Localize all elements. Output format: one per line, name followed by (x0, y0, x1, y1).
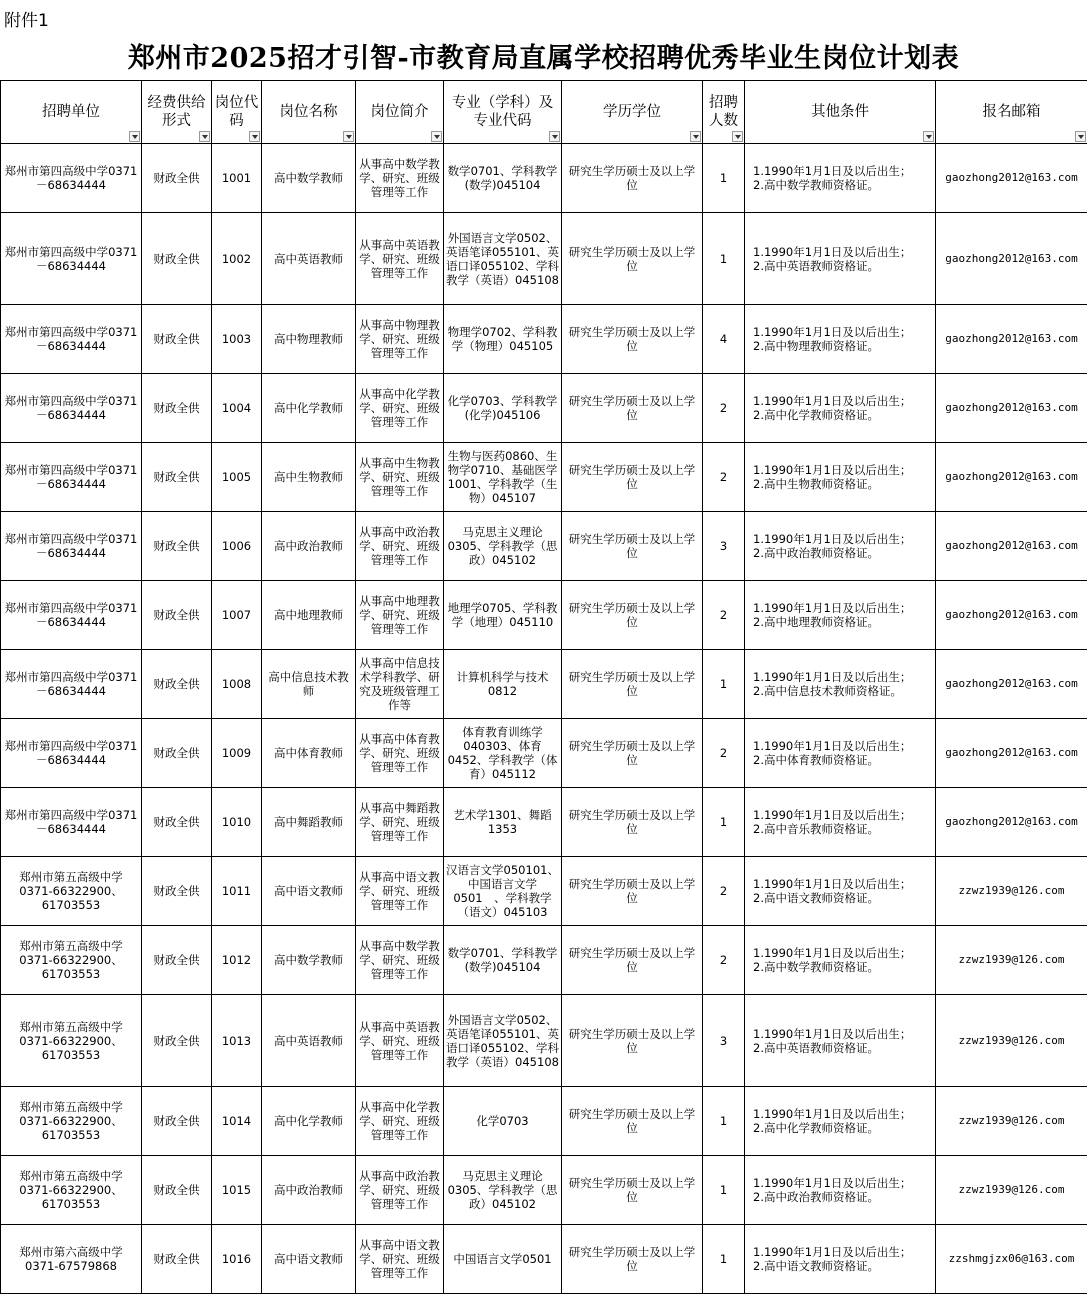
cell-degree: 研究生学历硕士及以上学位 (562, 650, 703, 719)
cell-count: 3 (703, 512, 745, 581)
cell-unit: 郑州市第五高级中学0371-66322900、61703553 (1, 995, 142, 1087)
cell-funding: 财政全供 (142, 374, 212, 443)
cell-position-name: 高中语文教师 (262, 1225, 356, 1294)
cell-funding: 财政全供 (142, 1087, 212, 1156)
header-major-label: 专业（学科）及专业代码 (452, 95, 554, 129)
condition-line-2: 2.高中政治教师资格证。 (753, 1190, 933, 1204)
condition-line-1: 1.1990年1月1日及以后出生； (753, 601, 933, 615)
condition-line-1: 1.1990年1月1日及以后出生； (753, 325, 933, 339)
cell-count: 1 (703, 1087, 745, 1156)
condition-line-2: 2.高中化学教师资格证。 (753, 1121, 933, 1135)
condition-line-2: 2.高中物理教师资格证。 (753, 339, 933, 353)
cell-email[interactable]: zzwz1939@126.com (936, 1156, 1087, 1225)
cell-unit: 郑州市第五高级中学0371-66322900、61703553 (1, 857, 142, 926)
cell-count: 2 (703, 719, 745, 788)
cell-position-name: 高中政治教师 (262, 1156, 356, 1225)
condition-line-1: 1.1990年1月1日及以后出生； (753, 1176, 933, 1190)
cell-email[interactable]: gaozhong2012@163.com (936, 443, 1087, 512)
cell-intro: 从事高中化学教学、研究、班级管理等工作 (356, 374, 444, 443)
cell-email[interactable]: gaozhong2012@163.com (936, 144, 1087, 213)
cell-conditions (745, 719, 936, 788)
cell-count: 1 (703, 1225, 745, 1294)
cell-email[interactable]: gaozhong2012@163.com (936, 305, 1087, 374)
cell-intro: 从事高中体育教学、研究、班级管理等工作 (356, 719, 444, 788)
cell-code: 1013 (212, 995, 262, 1087)
cell-position-name: 高中英语教师 (262, 213, 356, 305)
cell-intro: 从事高中语文教学、研究、班级管理等工作 (356, 857, 444, 926)
cell-intro: 从事高中数学教学、研究、班级管理等工作 (356, 144, 444, 213)
cell-code: 1010 (212, 788, 262, 857)
cell-funding: 财政全供 (142, 995, 212, 1087)
cell-email[interactable]: gaozhong2012@163.com (936, 374, 1087, 443)
condition-line-2: 2.高中生物教师资格证。 (753, 477, 933, 491)
condition-line-1: 1.1990年1月1日及以后出生； (753, 1027, 933, 1041)
cell-degree: 研究生学历硕士及以上学位 (562, 1087, 703, 1156)
cell-conditions (745, 213, 936, 305)
cell-email[interactable]: gaozhong2012@163.com (936, 512, 1087, 581)
header-degree (562, 81, 703, 144)
cell-conditions (745, 144, 936, 213)
table-row (1, 1225, 1087, 1294)
condition-line-2: 2.高中地理教师资格证。 (753, 615, 933, 629)
cell-conditions (745, 995, 936, 1087)
cell-code: 1011 (212, 857, 262, 926)
condition-line-2: 2.高中英语教师资格证。 (753, 1041, 933, 1055)
cell-degree: 研究生学历硕士及以上学位 (562, 995, 703, 1087)
cell-email[interactable]: gaozhong2012@163.com (936, 581, 1087, 650)
condition-line-2: 2.高中音乐教师资格证。 (753, 822, 933, 836)
cell-code: 1009 (212, 719, 262, 788)
cell-degree: 研究生学历硕士及以上学位 (562, 788, 703, 857)
cell-funding: 财政全供 (142, 857, 212, 926)
cell-funding: 财政全供 (142, 305, 212, 374)
header-row (1, 81, 1087, 144)
condition-line-1: 1.1990年1月1日及以后出生； (753, 670, 933, 684)
header-name-label: 岗位名称 (280, 104, 338, 120)
cell-unit: 郑州市第四高级中学0371－68634444 (1, 719, 142, 788)
cell-unit: 郑州市第六高级中学0371-67579868 (1, 1225, 142, 1294)
cell-major: 生物与医药0860、生物学0710、基础医学1001、学科教学（生物）045107 (444, 443, 562, 512)
cell-unit: 郑州市第四高级中学0371－68634444 (1, 213, 142, 305)
table-row (1, 719, 1087, 788)
cell-count: 2 (703, 857, 745, 926)
cell-count: 4 (703, 305, 745, 374)
cell-conditions (745, 581, 936, 650)
cell-major: 马克思主义理论0305、学科教学（思政）045102 (444, 512, 562, 581)
condition-line-2: 2.高中政治教师资格证。 (753, 546, 933, 560)
filter-dropdown-icon[interactable] (199, 131, 210, 142)
header-major (444, 81, 562, 144)
cell-email[interactable]: zzwz1939@126.com (936, 995, 1087, 1087)
cell-degree: 研究生学历硕士及以上学位 (562, 857, 703, 926)
cell-unit: 郑州市第四高级中学0371－68634444 (1, 788, 142, 857)
cell-code: 1007 (212, 581, 262, 650)
cell-intro: 从事高中政治教学、研究、班级管理等工作 (356, 512, 444, 581)
cell-funding: 财政全供 (142, 144, 212, 213)
cell-major: 物理学0702、学科教学（物理）045105 (444, 305, 562, 374)
recruitment-table (0, 80, 1087, 1294)
cell-funding: 财政全供 (142, 512, 212, 581)
cell-intro: 从事高中地理教学、研究、班级管理等工作 (356, 581, 444, 650)
cell-major: 化学0703、学科教学(化学)045106 (444, 374, 562, 443)
cell-code: 1004 (212, 374, 262, 443)
cell-degree: 研究生学历硕士及以上学位 (562, 926, 703, 995)
cell-email[interactable]: zzshmgjzx06@163.com (936, 1225, 1087, 1294)
cell-conditions (745, 443, 936, 512)
header-intro-label: 岗位简介 (371, 104, 429, 120)
table-row (1, 995, 1087, 1087)
filter-dropdown-icon[interactable] (343, 131, 354, 142)
condition-line-1: 1.1990年1月1日及以后出生； (753, 394, 933, 408)
cell-code: 1016 (212, 1225, 262, 1294)
condition-line-2: 2.高中英语教师资格证。 (753, 259, 933, 273)
cell-degree: 研究生学历硕士及以上学位 (562, 144, 703, 213)
header-name (262, 81, 356, 144)
cell-major: 外国语言文学0502、英语笔译055101、英语口译055102、学科教学（英语）045108 (444, 213, 562, 305)
table-row (1, 374, 1087, 443)
condition-line-1: 1.1990年1月1日及以后出生； (753, 245, 933, 259)
cell-major: 化学0703 (444, 1087, 562, 1156)
cell-degree: 研究生学历硕士及以上学位 (562, 305, 703, 374)
filter-dropdown-icon[interactable] (129, 131, 140, 142)
cell-conditions (745, 512, 936, 581)
header-unit (1, 81, 142, 144)
table-row (1, 926, 1087, 995)
cell-degree: 研究生学历硕士及以上学位 (562, 1156, 703, 1225)
cell-position-name: 高中物理教师 (262, 305, 356, 374)
table-row (1, 213, 1087, 305)
filter-dropdown-icon[interactable] (249, 131, 260, 142)
condition-line-1: 1.1990年1月1日及以后出生； (753, 1107, 933, 1121)
filter-dropdown-icon[interactable] (690, 131, 701, 142)
cell-funding: 财政全供 (142, 1156, 212, 1225)
header-conditions-label: 其他条件 (811, 104, 869, 120)
cell-code: 1012 (212, 926, 262, 995)
cell-count: 1 (703, 144, 745, 213)
cell-unit: 郑州市第四高级中学0371－68634444 (1, 144, 142, 213)
cell-email[interactable]: gaozhong2012@163.com (936, 719, 1087, 788)
header-email (936, 81, 1087, 144)
cell-major: 数学0701、学科教学(数学)045104 (444, 926, 562, 995)
cell-degree: 研究生学历硕士及以上学位 (562, 719, 703, 788)
cell-unit: 郑州市第四高级中学0371－68634444 (1, 374, 142, 443)
cell-position-name: 高中化学教师 (262, 374, 356, 443)
cell-position-name: 高中体育教师 (262, 719, 356, 788)
cell-count: 2 (703, 374, 745, 443)
cell-major: 计算机科学与技术0812 (444, 650, 562, 719)
cell-intro: 从事高中化学教学、研究、班级管理等工作 (356, 1087, 444, 1156)
cell-major: 中国语言文学0501 (444, 1225, 562, 1294)
table-row (1, 1087, 1087, 1156)
cell-funding: 财政全供 (142, 926, 212, 995)
cell-funding: 财政全供 (142, 719, 212, 788)
header-count (703, 81, 745, 144)
condition-line-1: 1.1990年1月1日及以后出生； (753, 808, 933, 822)
condition-line-1: 1.1990年1月1日及以后出生； (753, 1245, 933, 1259)
cell-conditions (745, 374, 936, 443)
cell-count: 3 (703, 995, 745, 1087)
cell-unit: 郑州市第五高级中学0371-66322900、61703553 (1, 926, 142, 995)
condition-line-1: 1.1990年1月1日及以后出生； (753, 164, 933, 178)
cell-intro: 从事高中语文教学、研究、班级管理等工作 (356, 1225, 444, 1294)
cell-code: 1006 (212, 512, 262, 581)
cell-position-name: 高中化学教师 (262, 1087, 356, 1156)
cell-intro: 从事高中英语教学、研究、班级管理等工作 (356, 213, 444, 305)
cell-email[interactable]: zzwz1939@126.com (936, 857, 1087, 926)
cell-position-name: 高中数学教师 (262, 144, 356, 213)
cell-intro: 从事高中物理教学、研究、班级管理等工作 (356, 305, 444, 374)
cell-conditions (745, 650, 936, 719)
cell-funding: 财政全供 (142, 650, 212, 719)
cell-position-name: 高中英语教师 (262, 995, 356, 1087)
cell-funding: 财政全供 (142, 1225, 212, 1294)
cell-intro: 从事高中信息技术学科教学、研究及班级管理工作等 (356, 650, 444, 719)
cell-intro: 从事高中政治教学、研究、班级管理等工作 (356, 1156, 444, 1225)
cell-position-name: 高中地理教师 (262, 581, 356, 650)
header-code-label: 岗位代码 (215, 95, 259, 129)
cell-major: 地理学0705、学科教学（地理）045110 (444, 581, 562, 650)
header-funding (142, 81, 212, 144)
filter-dropdown-icon[interactable] (431, 131, 442, 142)
table-row (1, 1156, 1087, 1225)
condition-line-1: 1.1990年1月1日及以后出生； (753, 532, 933, 546)
cell-code: 1005 (212, 443, 262, 512)
cell-conditions (745, 1156, 936, 1225)
cell-degree: 研究生学历硕士及以上学位 (562, 1225, 703, 1294)
cell-position-name: 高中数学教师 (262, 926, 356, 995)
header-intro (356, 81, 444, 144)
cell-intro: 从事高中数学教学、研究、班级管理等工作 (356, 926, 444, 995)
condition-line-2: 2.高中信息技术教师资格证。 (753, 684, 933, 698)
header-degree-label: 学历学位 (603, 104, 661, 120)
cell-major: 数学0701、学科教学(数学)045104 (444, 144, 562, 213)
cell-position-name: 高中信息技术教师 (262, 650, 356, 719)
cell-intro: 从事高中生物教学、研究、班级管理等工作 (356, 443, 444, 512)
cell-degree: 研究生学历硕士及以上学位 (562, 443, 703, 512)
filter-dropdown-icon[interactable] (1075, 131, 1086, 142)
cell-degree: 研究生学历硕士及以上学位 (562, 581, 703, 650)
cell-code: 1003 (212, 305, 262, 374)
condition-line-1: 1.1990年1月1日及以后出生； (753, 463, 933, 477)
cell-code: 1015 (212, 1156, 262, 1225)
filter-dropdown-icon[interactable] (923, 131, 934, 142)
cell-code: 1014 (212, 1087, 262, 1156)
cell-email[interactable]: gaozhong2012@163.com (936, 788, 1087, 857)
cell-position-name: 高中语文教师 (262, 857, 356, 926)
cell-major: 汉语言文学050101、中国语言文学0501 、学科教学（语文）045103 (444, 857, 562, 926)
table-row (1, 443, 1087, 512)
filter-dropdown-icon[interactable] (549, 131, 560, 142)
cell-conditions (745, 857, 936, 926)
header-unit-label: 招聘单位 (42, 104, 100, 120)
condition-line-2: 2.高中化学教师资格证。 (753, 408, 933, 422)
condition-line-1: 1.1990年1月1日及以后出生； (753, 739, 933, 753)
cell-count: 1 (703, 1156, 745, 1225)
filter-dropdown-icon[interactable] (732, 131, 743, 142)
condition-line-2: 2.高中数学教师资格证。 (753, 178, 933, 192)
cell-email[interactable]: zzwz1939@126.com (936, 926, 1087, 995)
cell-conditions (745, 788, 936, 857)
cell-intro: 从事高中英语教学、研究、班级管理等工作 (356, 995, 444, 1087)
attachment-label: 附件1 (4, 6, 49, 31)
cell-email[interactable]: gaozhong2012@163.com (936, 213, 1087, 305)
cell-conditions (745, 1087, 936, 1156)
cell-email[interactable]: zzwz1939@126.com (936, 1087, 1087, 1156)
cell-funding: 财政全供 (142, 581, 212, 650)
cell-major: 外国语言文学0502、英语笔译055101、英语口译055102、学科教学（英语）045108 (444, 995, 562, 1087)
table-row (1, 857, 1087, 926)
page-title: 郑州市2025招才引智-市教育局直属学校招聘优秀毕业生岗位计划表 (0, 36, 1087, 75)
cell-major: 艺术学1301、舞蹈1353 (444, 788, 562, 857)
cell-position-name: 高中生物教师 (262, 443, 356, 512)
table-row (1, 144, 1087, 213)
table-row (1, 788, 1087, 857)
cell-count: 1 (703, 788, 745, 857)
cell-unit: 郑州市第五高级中学0371-66322900、61703553 (1, 1156, 142, 1225)
cell-position-name: 高中舞蹈教师 (262, 788, 356, 857)
header-code (212, 81, 262, 144)
cell-degree: 研究生学历硕士及以上学位 (562, 213, 703, 305)
cell-major: 体育教育训练学040303、体育0452、学科教学（体育）045112 (444, 719, 562, 788)
cell-count: 2 (703, 581, 745, 650)
cell-count: 2 (703, 926, 745, 995)
cell-conditions (745, 926, 936, 995)
cell-conditions (745, 305, 936, 374)
cell-email[interactable]: gaozhong2012@163.com (936, 650, 1087, 719)
header-funding-label: 经费供给形式 (148, 95, 206, 129)
condition-line-1: 1.1990年1月1日及以后出生； (753, 946, 933, 960)
cell-degree: 研究生学历硕士及以上学位 (562, 374, 703, 443)
cell-degree: 研究生学历硕士及以上学位 (562, 512, 703, 581)
cell-intro: 从事高中舞蹈教学、研究、班级管理等工作 (356, 788, 444, 857)
cell-major: 马克思主义理论0305、学科教学（思政）045102 (444, 1156, 562, 1225)
header-conditions (745, 81, 936, 144)
condition-line-2: 2.高中数学教师资格证。 (753, 960, 933, 974)
cell-funding: 财政全供 (142, 213, 212, 305)
cell-unit: 郑州市第五高级中学0371-66322900、61703553 (1, 1087, 142, 1156)
cell-unit: 郑州市第四高级中学0371－68634444 (1, 443, 142, 512)
table-row (1, 512, 1087, 581)
cell-conditions (745, 1225, 936, 1294)
cell-code: 1002 (212, 213, 262, 305)
cell-unit: 郑州市第四高级中学0371－68634444 (1, 512, 142, 581)
condition-line-2: 2.高中体育教师资格证。 (753, 753, 933, 767)
condition-line-1: 1.1990年1月1日及以后出生； (753, 877, 933, 891)
table-row (1, 581, 1087, 650)
cell-position-name: 高中政治教师 (262, 512, 356, 581)
condition-line-2: 2.高中语文教师资格证。 (753, 891, 933, 905)
header-email-label: 报名邮箱 (983, 104, 1041, 120)
cell-funding: 财政全供 (142, 443, 212, 512)
cell-unit: 郑州市第四高级中学0371－68634444 (1, 581, 142, 650)
cell-count: 2 (703, 443, 745, 512)
cell-count: 1 (703, 650, 745, 719)
cell-unit: 郑州市第四高级中学0371－68634444 (1, 650, 142, 719)
table-row (1, 305, 1087, 374)
table-row (1, 650, 1087, 719)
cell-code: 1001 (212, 144, 262, 213)
header-count-label: 招聘人数 (709, 95, 738, 129)
cell-count: 1 (703, 213, 745, 305)
condition-line-2: 2.高中语文教师资格证。 (753, 1259, 933, 1273)
cell-code: 1008 (212, 650, 262, 719)
cell-unit: 郑州市第四高级中学0371－68634444 (1, 305, 142, 374)
cell-funding: 财政全供 (142, 788, 212, 857)
